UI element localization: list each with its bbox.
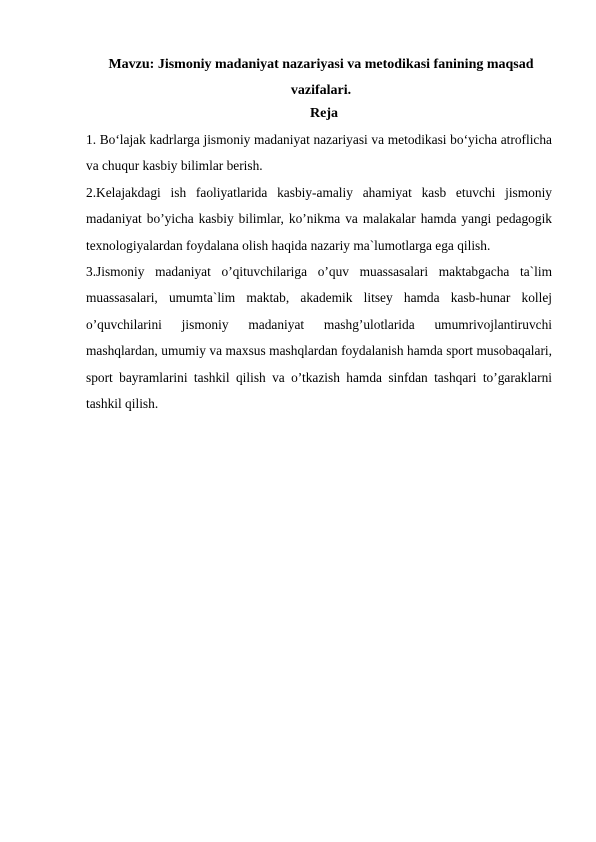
plan-item-2: 2.Kelajakdagi ish faoliyatlarida kasbiy-amaliy ahamiyat kasb etuvchi jismoniy madaniyat bo’yicha kasbiy bilimlar, ko’nikma va malakalar hamda yangi pedagogik texnologiyalardan foydalana olish haqida nazariy ma`lumotlarga ega qilish.	[86, 184, 552, 253]
plan-item-1: 1. Bo‘lajak kadrlarga jismoniy madaniyat nazariyasi va metodikasi bo‘yicha atroflicha va chuqur kasbiy bilimlar berish.	[86, 132, 552, 174]
document-title: Mavzu: Jismoniy madaniyat nazariyasi va metodikasi fanining maqsad vazifalari.	[108, 57, 534, 98]
plan-item-3: 3.Jismoniy madaniyat o’qituvchilariga o’quv muassasalari maktabgacha ta`lim muassasalari, umumta`lim maktab, akademik litsey hamda kasb-hunar kollej o’quvchilarini jismoniy madaniyat mashg’ulotlarida umumrivojlantiruvchi mashqlardan, umumiy va maxsus mashqlardan foydalanish hamda sport musobaqalari, sport bayramlarini tashkil qilish va o’tkazish hamda sinfdan tashqari to’garaklarni tashkil qilish.	[86, 264, 552, 412]
plan-heading: Reja	[310, 106, 338, 121]
document-page	[86, 52, 552, 417]
